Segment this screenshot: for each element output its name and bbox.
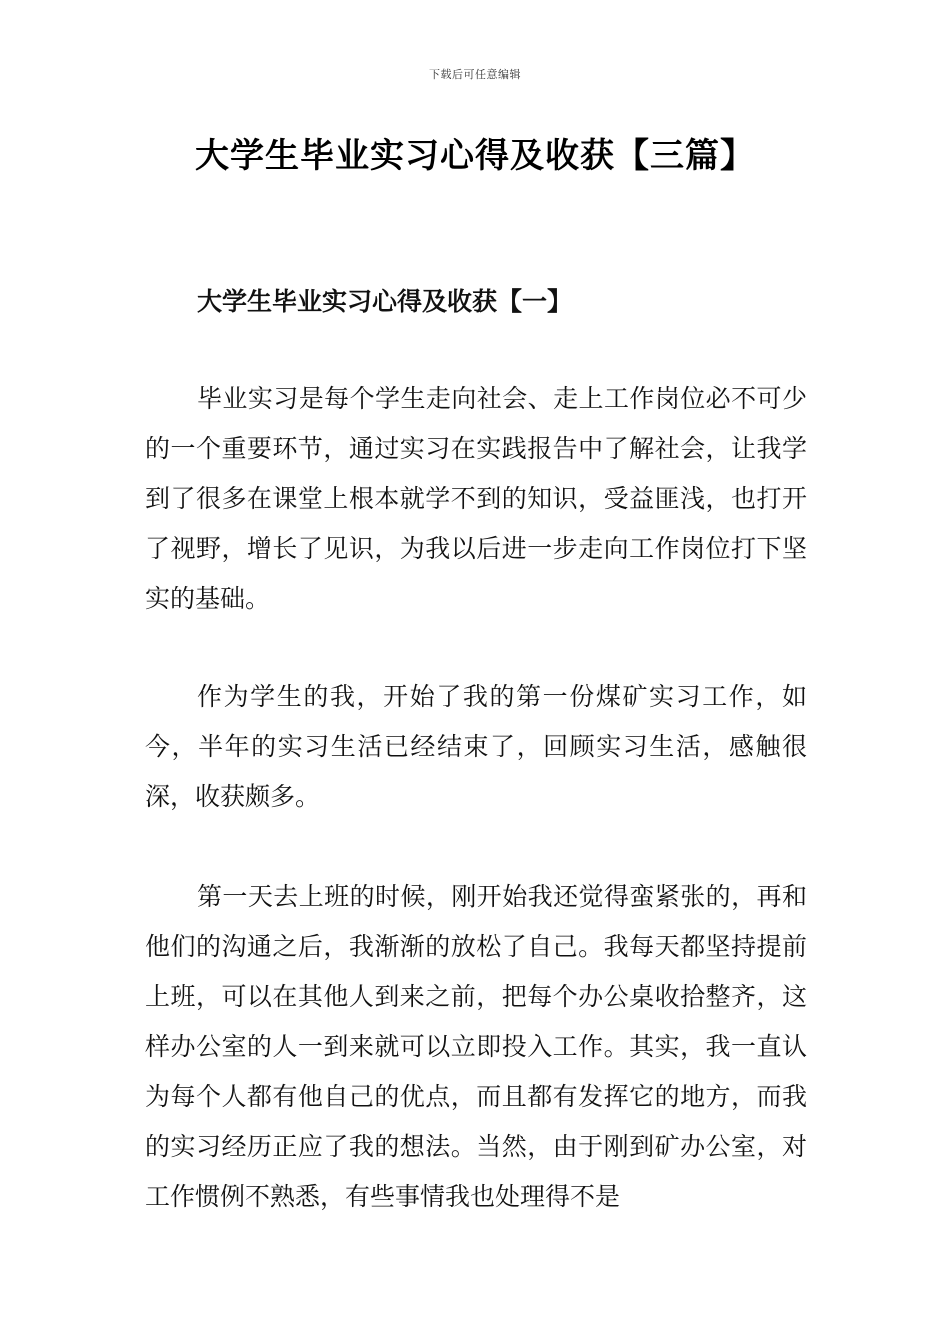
header-note: 下载后可任意编辑: [429, 68, 521, 81]
document-title: 大学生毕业实习心得及收获【三篇】: [195, 136, 755, 176]
section-title: 大学生毕业实习心得及收获【一】: [197, 287, 573, 316]
paragraph: 第一天去上班的时候，刚开始我还觉得蛮紧张的，再和他们的沟通之后，我渐渐的放松了自己。我每天都坚持提前上班，可以在其他人到来之前，把每个办公桌收拾整齐，这样办公室的人一到来就可以立即投入工作。其实，我一直认为每个人都有他自己的优点，而且都有发挥它的地方，而我的实习经历正应了我的想法。当然，由于刚到矿办公室，对工作惯例不熟悉，有些事情我也处理得不是: [145, 882, 807, 1211]
paragraph: 作为学生的我，开始了我的第一份煤矿实习工作，如今，半年的实习生活已经结束了，回顾实习生活，感触很深，收获颇多。: [145, 682, 807, 811]
paragraph: 毕业实习是每个学生走向社会、走上工作岗位必不可少的一个重要环节，通过实习在实践报告中了解社会，让我学到了很多在课堂上根本就学不到的知识，受益匪浅，也打开了视野，增长了见识，为我以后进一步走向工作岗位打下坚实的基础。: [145, 384, 807, 613]
